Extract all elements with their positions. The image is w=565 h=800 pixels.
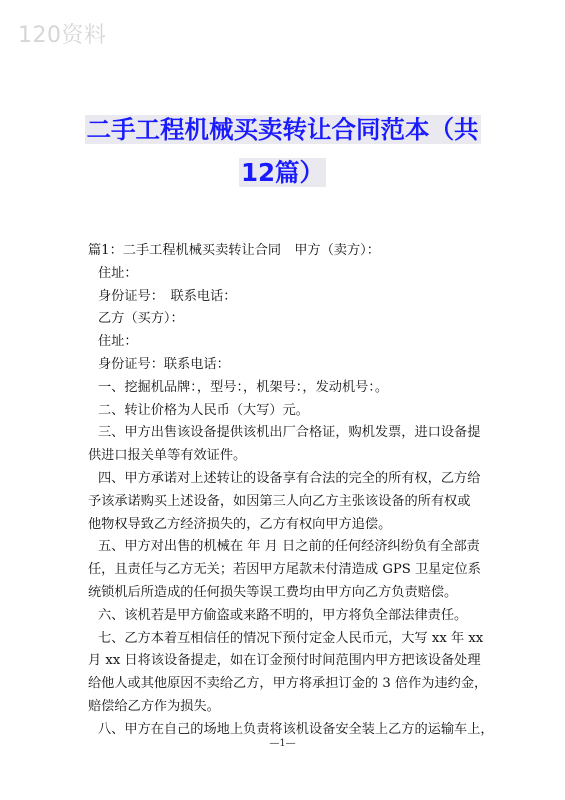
body-line: 四、甲方承诺对上述转让的设备享有合法的完全的所有权，乙方给 [98,470,481,486]
contract-body [88,240,508,742]
document-title-line2 [0,156,565,189]
body-line: 八、甲方在自己的场地上负责将该机设备安全装上乙方的运输车上， [98,721,494,737]
watermark-logo: 120资料 [18,23,107,48]
body-line: 六、该机若是甲方偷盗或来路不明的，甲方将负全部法律责任。 [98,607,468,623]
body-line: 予该承诺购买上述设备，如因第三人向乙方主张该设备的所有权或 [88,493,471,509]
body-line: 住址： [98,334,138,350]
page-number: —1— [269,738,296,749]
body-line: 任，且责任与乙方无关；若因甲方尾款未付清造成 GPS 卫星定位系 [88,562,481,578]
body-line: 五、甲方对出售的机械在 年 月 日之前的任何经济纠纷负有全部责 [98,539,480,555]
body-line: 统锁机后所造成的任何损失等误工费均由甲方向乙方负责赔偿。 [88,584,458,600]
body-line: 乙方（买方）： [98,311,184,327]
document-title-line1 [0,113,565,146]
body-line: 身份证号：联系电话： [98,356,230,372]
title-text-1: 二手工程机械买卖转让合同范本（共 [86,115,479,144]
body-line: 一、挖掘机品牌：，型号：，机架号：，发动机号：。 [98,379,389,395]
body-line: 给他人或其他原因不卖给乙方，甲方将承担订金的 3 倍作为违约金， [88,676,488,692]
title-text-2: 12篇） [240,158,325,187]
body-line: 供进口报关单等有效证件。 [88,448,247,464]
body-line: 二、转让价格为人民币（大写）元。 [98,402,309,418]
body-line: 篇1：二手工程机械买卖转让合同 甲方（卖方）： [88,243,380,258]
body-line: 三、甲方出售该设备提供该机出厂合格证，购机发票，进口设备提 [98,425,481,441]
body-line: 他物权导致乙方经济损失的，乙方有权向甲方追偿。 [88,516,392,532]
body-line: 月 xx 日将该设备提走，如在订金预付时间范围内甲方把该设备处理 [88,653,481,669]
body-line: 住址： [98,265,138,281]
body-line: 七、乙方本着互相信任的情况下预付定金人民币元，大写 xx 年 xx [98,630,484,646]
body-line: 身份证号： 联系电话： [98,288,237,304]
body-line: 赔偿给乙方作为损失。 [88,698,220,714]
